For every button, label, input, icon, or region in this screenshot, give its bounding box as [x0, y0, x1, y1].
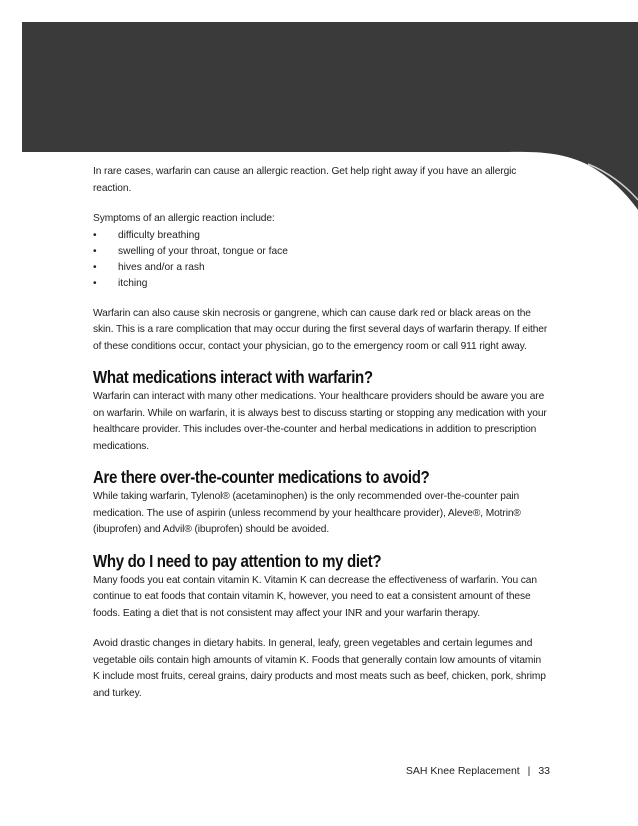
section-otc	[93, 465, 548, 539]
footer-title: SAH Knee Replacement	[405, 765, 520, 777]
page-footer	[406, 765, 550, 777]
section-diet	[93, 549, 548, 703]
list-item: • difficulty breathing	[93, 228, 548, 244]
page-number: 33	[538, 765, 550, 777]
footer-separator: |	[527, 765, 531, 777]
necrosis-text: Warfarin can also cause skin necrosis or gangrene, which can cause dark red or black areas on the skin. This is a rare complication that may occur during the first several days of warfarin therapy. If either of these conditions occur, contact your physician, go to the emergency room or call 911 right away.	[93, 307, 548, 352]
section-medications	[93, 365, 548, 455]
section-heading: Why do I need to pay attention to my diet?	[93, 550, 382, 571]
list-item: • swelling of your throat, tongue or face	[93, 244, 548, 260]
allergic-warning-text: In rare cases, warfarin can cause an allergic reaction. Get help right away if you have an allergic reaction.	[93, 166, 517, 194]
section-paragraph: Many foods you eat contain vitamin K. Vitamin K can decrease the effectiveness of warfarin. You can continue to eat foods that contain vitamin K, however, you need to eat a consistent amount of these foods. Eating a diet that is not consistent may affect your INR and your warfarin therapy.	[93, 574, 537, 619]
section-paragraph: Avoid drastic changes in dietary habits. In general, leafy, green vegetables and certain legumes and vegetable oils contain high amounts of vitamin K. Foods that generally contain low amounts of vitamin K include most fruits, cereal grains, dairy products and most meats such as beef, chicken, pork, shrimp and turkey.	[93, 638, 546, 699]
section-paragraph: Warfarin can interact with many other medications. Your healthcare providers should be aware you are on warfarin. While on warfarin, it is always best to discuss starting or stopping any medication with your healthcare provider. This includes over-the-counter and herbal medications in addition to prescription medications.	[93, 391, 547, 452]
symptoms-heading: Symptoms of an allergic reaction include:	[93, 213, 275, 224]
page-content	[93, 164, 548, 702]
list-item: • itching	[93, 276, 548, 292]
symptoms-list	[93, 228, 548, 292]
section-heading: What medications interact with warfarin?	[93, 367, 373, 387]
list-item: • hives and/or a rash	[93, 260, 548, 276]
section-paragraph: While taking warfarin, Tylenol® (acetaminophen) is the only recommended over-the-counter pain medication. The use of aspirin (unless recommend by your healthcare provider), Aleve®, Motrin® (ibuprofen) and Advil® (ibuprofen) should be avoided.	[93, 491, 521, 535]
section-heading: Are there over-the-counter medications to avoid?	[93, 467, 430, 487]
